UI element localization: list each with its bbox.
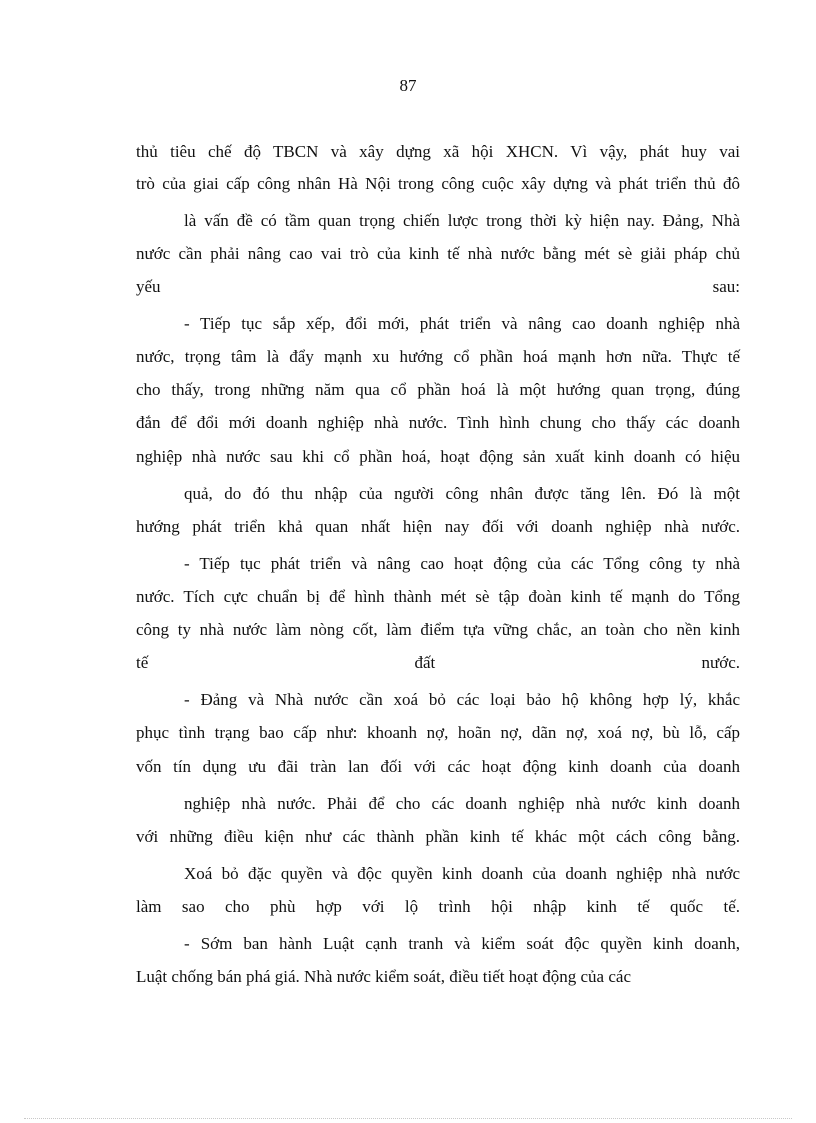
text-line: nước cần phải nâng cao vai trò của kinh tế nhà nước bằng mét sè giải pháp chủ (136, 244, 740, 263)
text-line: Xoá bỏ đặc quyền và độc quyền kinh doanh của doanh nghiệp nhà nước (184, 864, 740, 883)
page-number: 87 (399, 76, 417, 95)
text-line: với những điều kiện như các thành phần kinh tế khác một cách công bằng. (136, 827, 740, 846)
text-line: vốn tín dụng ưu đãi tràn lan đối với các hoạt động kinh doanh của doanh (136, 757, 740, 776)
text-line: đắn để đổi mới doanh nghiệp nhà nước. Tình hình chung cho thấy các doanh (136, 413, 740, 432)
text-line: nghiệp nhà nước sau khi cổ phần hoá, hoạt động sản xuất kinh doanh có hiệu (136, 447, 740, 466)
text-line: nghiệp nhà nước. Phải để cho các doanh nghiệp nhà nước kinh doanh (184, 794, 740, 813)
text-line: Luật chống bán phá giá. Nhà nước kiểm soát, điều tiết hoạt động của các (136, 967, 631, 986)
text-line: tế đất nước. (136, 653, 740, 672)
text-line: trò của giai cấp công nhân Hà Nội trong công cuộc xây dựng và phát triển thủ đô (136, 174, 740, 193)
text-line: cho thấy, trong những năm qua cổ phần hoá là một hướng quan trọng, đúng (136, 380, 740, 399)
text-line: phục tình trạng bao cấp như: khoanh nợ, hoãn nợ, dãn nợ, xoá nợ, bù lỗ, cấp (136, 723, 740, 742)
page-bottom-divider (24, 1118, 792, 1119)
text-line: nước, trọng tâm là đẩy mạnh xu hướng cổ phần hoá mạnh hơn nữa. Thực tế (136, 347, 740, 366)
text-line: công ty nhà nước làm nòng cốt, làm điểm tựa vững chắc, an toàn cho nền kinh (136, 620, 740, 639)
text-line: yếu sau: (136, 277, 740, 296)
text-line: là vấn đề có tầm quan trọng chiến lược trong thời kỳ hiện nay. Đảng, Nhà (184, 211, 740, 230)
text-line: - Tiếp tục sắp xếp, đổi mới, phát triển và nâng cao doanh nghiệp nhà (184, 314, 740, 333)
text-line: - Sớm ban hành Luật cạnh tranh và kiểm soát độc quyền kinh doanh, (184, 934, 740, 953)
text-line: - Đảng và Nhà nước cần xoá bỏ các loại bảo hộ không hợp lý, khắc (184, 690, 740, 709)
text-line: làm sao cho phù hợp với lộ trình hội nhập kinh tế quốc tế. (136, 897, 740, 916)
text-line: nước. Tích cực chuẩn bị để hình thành mét sè tập đoàn kinh tế mạnh do Tổng (136, 587, 740, 606)
text-line: quả, do đó thu nhập của người công nhân được tăng lên. Đó là một (184, 484, 740, 503)
text-line: hướng phát triển khả quan nhất hiện nay đối với doanh nghiệp nhà nước. (136, 517, 740, 536)
text-line: thủ tiêu chế độ TBCN và xây dựng xã hội XHCN. Vì vậy, phát huy vai (136, 142, 740, 161)
text-line: - Tiếp tục phát triển và nâng cao hoạt động của các Tổng công ty nhà (184, 554, 740, 573)
